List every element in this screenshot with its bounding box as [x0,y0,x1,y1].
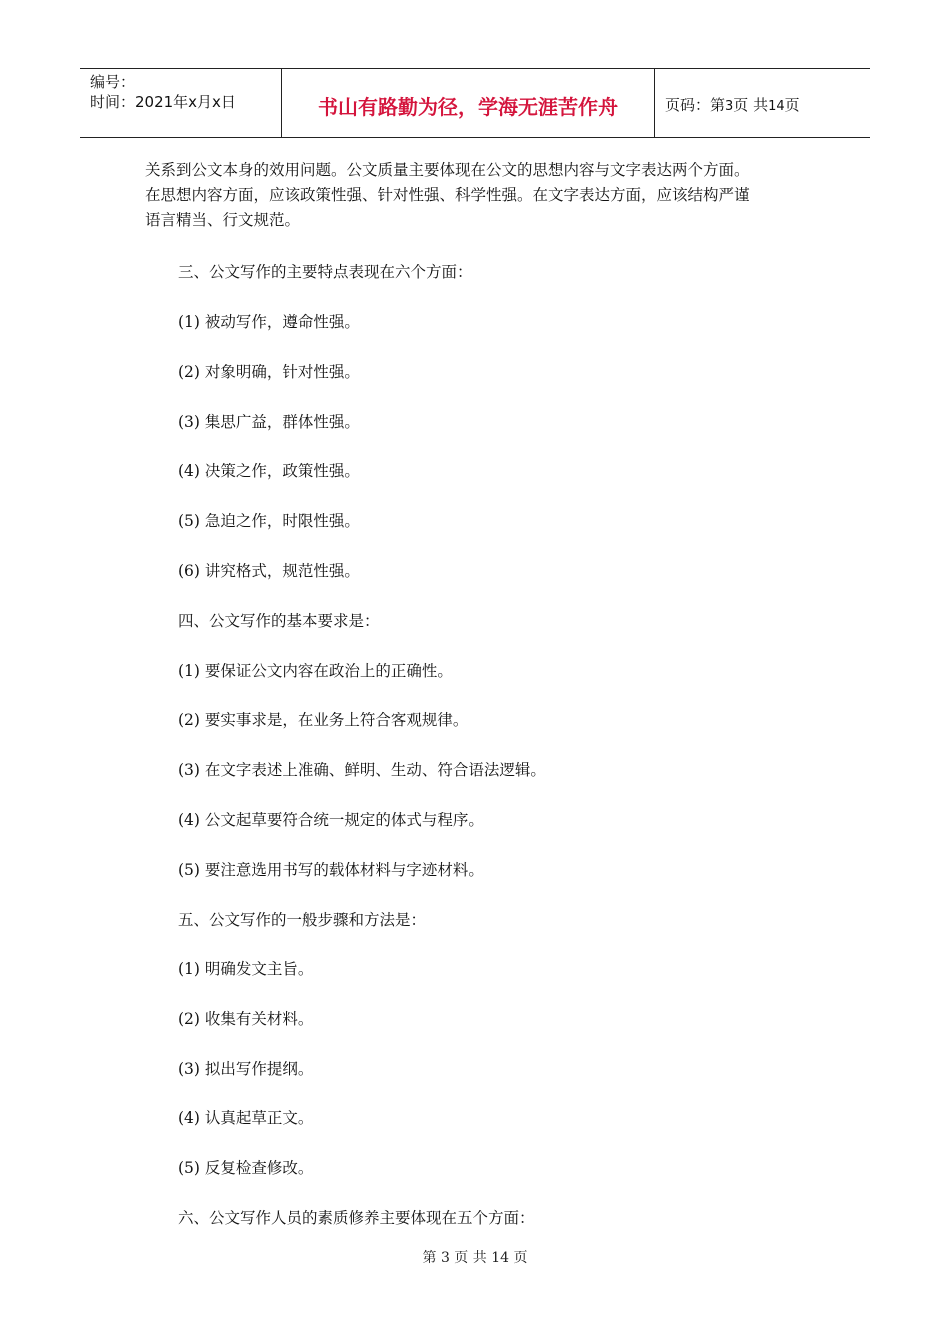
list-item: (1) 被动写作，遵命性强。 [178,313,360,331]
section-heading: 三、公文写作的主要特点表现在六个方面： [178,263,473,281]
page-total: 14 [768,99,785,114]
list-item: (1) 明确发文主旨。 [178,960,314,978]
section-heading: 六、公文写作人员的素质修养主要体现在五个方面： [178,1209,535,1227]
number-label: 编号： [90,73,136,91]
header-page-cell [655,69,870,137]
list-item: (2) 要实事求是，在业务上符合客观规律。 [178,711,469,729]
paragraph-line: 语言精当、行文规范。 [145,211,301,229]
section-heading: 五、公文写作的一般步骤和方法是： [178,911,427,929]
list-item: (6) 讲究格式，规范性强。 [178,562,360,580]
list-item: (2) 对象明确，针对性强。 [178,363,360,381]
list-item: (2) 收集有关材料。 [178,1010,314,1028]
header-motto-cell [282,69,655,137]
page-mid: 页 共 [733,96,769,114]
section-heading: 四、公文写作的基本要求是： [178,612,380,630]
list-item: (4) 认真起草正文。 [178,1109,314,1127]
list-item: (3) 在文字表述上准确、鲜明、生动、符合语法逻辑。 [178,761,546,779]
list-item: (3) 拟出写作提纲。 [178,1060,314,1078]
page-footer: 第 3 页 共 14 页 [422,1250,528,1266]
paragraph-line: 在思想内容方面，应该政策性强、针对性强、科学性强。在文字表达方面，应该结构严谨 [145,186,750,204]
list-item: (1) 要保证公文内容在政治上的正确性。 [178,662,453,680]
list-item: (5) 急迫之作，时限性强。 [178,512,360,530]
list-item: (4) 决策之作，政策性强。 [178,462,360,480]
paragraph-line: 关系到公文本身的效用问题。公文质量主要体现在公文的思想内容与文字表达两个方面。 [145,161,750,179]
page-current: 3 [725,99,734,114]
list-item: (4) 公文起草要符合统一规定的体式与程序。 [178,811,484,829]
motto-text: 书山有路勤为径，学海无涯苦作舟 [318,95,618,119]
page-suffix: 页 [784,96,800,114]
intro-paragraph [145,158,815,233]
page-label: 页码：第 [665,96,726,114]
list-item: (5) 反复检查修改。 [178,1159,314,1177]
list-item: (5) 要注意选用书写的载体材料与字迹材料。 [178,861,484,879]
date-line: 时间：2021年x月x日 [90,93,236,111]
header-meta-cell [80,69,282,137]
document-header [80,68,870,138]
list-item: (3) 集思广益，群体性强。 [178,413,360,431]
page-indicator [665,94,800,115]
